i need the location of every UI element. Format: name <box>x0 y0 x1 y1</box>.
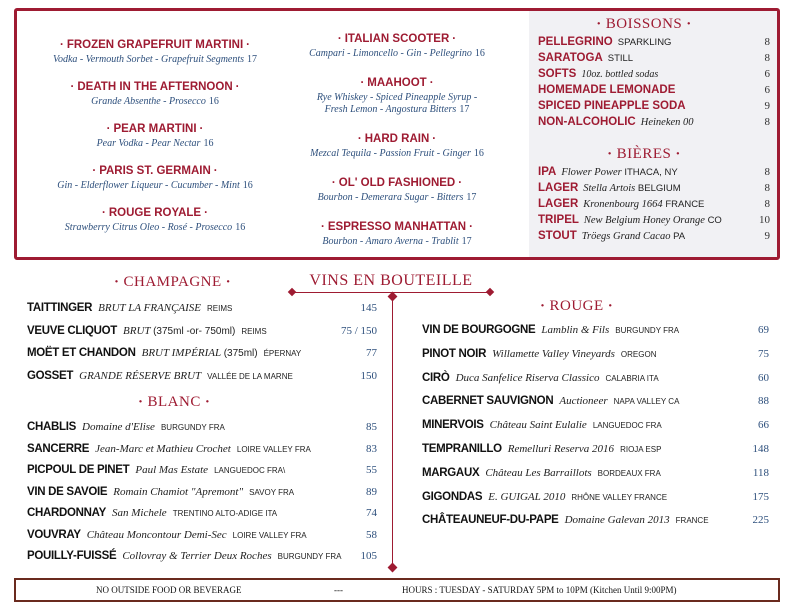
wine-desc: Paul Mas Estate <box>135 464 209 476</box>
cocktail-price: 17 <box>466 192 477 203</box>
wine-desc: BRUT IMPÉRIAL (375ml) <box>141 347 258 359</box>
wine-name: TAITTINGER <box>27 302 93 314</box>
footer-bar <box>14 578 780 602</box>
wine-region: REIMS <box>241 326 267 336</box>
cocktail-name: · FROZEN GRAPEFRUIT MARTINI · <box>47 39 263 51</box>
cocktail-name: · ESPRESSO MANHATTAN · <box>287 221 507 233</box>
wine-price: 105 <box>360 550 377 562</box>
cocktail-ingredients: Rye Whiskey - Spiced Pineapple Syrup - <box>316 92 478 103</box>
wine-price: 77 <box>366 347 377 359</box>
column-divider <box>392 296 393 568</box>
drink-price: 8 <box>764 36 770 48</box>
wine-name: VIN DE BOURGOGNE <box>422 324 536 336</box>
cocktail-name: · DEATH IN THE AFTERNOON · <box>47 81 263 93</box>
cocktail-item <box>287 221 507 265</box>
wine-region: VALLÉE DE LA MARNE <box>207 371 293 381</box>
beer-origin: CO <box>707 215 722 226</box>
wine-desc: Willamette Valley Vineyards <box>492 347 615 360</box>
wine-row <box>27 302 377 325</box>
drink-name: HOMEMADE LEMONADE <box>538 84 676 96</box>
beer-name: Flower Power <box>561 167 622 178</box>
wine-price: 74 <box>366 507 377 519</box>
beer-row <box>538 166 770 182</box>
vins-heading: VINS EN BOUTEILLE <box>309 272 473 289</box>
drink-desc: SPARKLING <box>617 37 672 48</box>
wine-region: BURGUNDY FRA <box>277 552 342 561</box>
wine-desc: BRUT LA FRANÇAISE <box>98 302 202 314</box>
cocktail-item <box>47 81 263 123</box>
wine-row <box>422 491 769 515</box>
cocktail-ingredients: Grande Absenthe - Prosecco 16 <box>91 96 219 107</box>
cocktail-column-2 <box>287 33 507 265</box>
wine-region: NAPA VALLEY CA <box>613 397 680 407</box>
wine-row <box>422 348 769 372</box>
cocktail-name: · OL' OLD FASHIONED · <box>287 177 507 189</box>
wine-desc: Romain Chamiot "Apremont" <box>113 485 244 498</box>
beer-style: LAGER <box>538 182 579 194</box>
cocktail-item <box>287 77 507 133</box>
cocktail-name: · PARIS ST. GERMAIN · <box>47 165 263 177</box>
cocktail-name: · HARD RAIN · <box>287 133 507 145</box>
wine-desc: Château Saint Eulalie <box>489 419 587 432</box>
boissons-heading: · BOISSONS · <box>518 16 770 33</box>
drink-name: SARATOGA <box>538 52 603 64</box>
bieres-heading: · BIÈRES · <box>518 146 770 163</box>
drink-row <box>538 36 770 52</box>
wine-price: 83 <box>366 442 377 455</box>
cocktail-price: 17 <box>247 54 258 65</box>
cocktail-name: · MAAHOOT · <box>287 77 507 89</box>
wine-name: CHÂTEAUNEUF-DU-PAPE <box>422 514 559 527</box>
beer-price: 9 <box>764 230 770 242</box>
wine-name: PICPOUL DE PINET <box>27 464 130 476</box>
cocktail-price: 16 <box>203 138 214 149</box>
cocktail-price: 16 <box>473 148 484 159</box>
cocktail-name: · ITALIAN SCOOTER · <box>287 33 507 45</box>
wine-row <box>27 443 377 465</box>
beer-price: 10 <box>759 214 770 226</box>
drink-name: SPICED PINEAPPLE SODA <box>538 100 686 112</box>
beer-price: 8 <box>764 166 770 178</box>
cocktail-column-1 <box>47 39 263 249</box>
wine-region: BURGUNDY FRA <box>615 326 680 335</box>
wine-price: 150 <box>360 369 377 382</box>
drink-row <box>538 68 770 84</box>
wine-price: 75 / 150 <box>340 324 377 337</box>
drink-row <box>538 100 770 116</box>
wine-row <box>422 514 769 538</box>
wine-name: CABERNET SAUVIGNON <box>422 395 554 408</box>
wine-price: 85 <box>366 421 377 433</box>
drink-name: SOFTS <box>538 68 577 80</box>
wine-region: TRENTINO ALTO-ADIGE ITA <box>172 509 278 518</box>
cocktail-ingredients: Pear Vodka - Pear Nectar 16 <box>96 138 214 149</box>
drink-price: 8 <box>764 52 770 64</box>
beer-style: LAGER <box>538 198 579 210</box>
wine-price: 118 <box>752 466 769 479</box>
cocktail-item <box>47 165 263 207</box>
cocktail-ingredients: Vodka - Vermouth Sorbet - Grapefruit Segments 17 <box>52 54 258 65</box>
wine-name: CHARDONNAY <box>27 507 106 519</box>
wine-desc: Lamblin & Fils <box>541 324 610 336</box>
wine-row <box>27 464 377 486</box>
wine-region: CALABRIA ITA <box>605 373 659 383</box>
beer-row <box>538 182 770 198</box>
wine-row <box>27 370 377 393</box>
cocktail-ingredients: Bourbon - Amaro Averna - Trablit 17 <box>322 236 472 247</box>
wine-name: MARGAUX <box>422 466 480 479</box>
drink-row <box>538 116 770 132</box>
wine-region: LOIRE VALLEY FRA <box>236 444 311 454</box>
drink-desc: 10oz. bottled sodas <box>581 69 659 80</box>
beer-origin: ITHACA, NY <box>624 167 678 178</box>
drink-desc: STILL <box>607 53 634 64</box>
cocktail-ingredients: Bourbon - Demerara Sugar - Bitters 17 <box>317 192 477 203</box>
wine-price: 88 <box>758 395 769 408</box>
beer-origin: FRANCE <box>665 199 705 210</box>
wine-region: LANGUEDOC FRA <box>592 421 662 431</box>
beer-origin: BELGIUM <box>637 183 681 194</box>
cocktail-ingredients-line2: Fresh Lemon - Angostura Bitters 17 <box>324 104 470 115</box>
drink-row <box>538 84 770 100</box>
wine-region: RIOJA ESP <box>620 444 662 454</box>
wine-desc: Auctioneer <box>559 395 608 408</box>
wine-row <box>422 372 769 396</box>
wine-row <box>27 486 377 508</box>
wine-price: 69 <box>758 324 769 336</box>
wine-row <box>27 325 377 348</box>
blanc-list <box>27 421 377 572</box>
cocktail-price: 16 <box>208 96 219 107</box>
beer-name: New Belgium Honey Orange <box>583 215 705 226</box>
wine-price: 175 <box>752 490 769 503</box>
beer-style: STOUT <box>538 230 577 242</box>
wine-desc: Remelluri Reserva 2016 <box>507 442 615 455</box>
wine-name: CIRÒ <box>422 371 450 384</box>
beer-name: Kronenbourg 1664 <box>583 199 663 210</box>
cocktail-item <box>287 133 507 177</box>
cocktail-price: 17 <box>461 236 472 247</box>
wine-region: OREGON <box>620 349 657 359</box>
beer-style: IPA <box>538 166 557 178</box>
wine-name: CHABLIS <box>27 421 77 433</box>
footer-separator: --- <box>334 585 343 595</box>
beer-price: 8 <box>764 198 770 210</box>
bieres-section <box>538 146 770 246</box>
wine-row <box>422 467 769 491</box>
cocktail-item <box>47 39 263 81</box>
wine-name: MOËT ET CHANDON <box>27 347 136 359</box>
beer-name: Tröegs Grand Cacao <box>581 231 671 242</box>
champagne-list <box>27 302 377 392</box>
cocktail-ingredients: Gin - Elderflower Liqueur - Cucumber - Mint 16 <box>57 180 253 191</box>
wine-price: 60 <box>758 371 769 384</box>
cocktail-item <box>287 33 507 77</box>
champagne-heading: · CHAMPAGNE · <box>110 274 235 291</box>
wine-desc: Domaine Galevan 2013 <box>564 514 670 527</box>
wine-region: LANGUEDOC FRA\ <box>214 466 286 475</box>
wine-price: 145 <box>360 302 377 314</box>
drink-name: PELLEGRINO <box>538 36 613 48</box>
beer-row <box>538 230 770 246</box>
wine-region: FRANCE <box>675 516 709 526</box>
wine-desc: Domaine d'Elise <box>82 421 155 433</box>
wine-name: PINOT NOIR <box>422 347 487 360</box>
cocktail-item <box>47 207 263 249</box>
drink-price: 8 <box>764 116 770 128</box>
wine-name: TEMPRANILLO <box>422 442 502 455</box>
cocktail-item <box>287 177 507 221</box>
drink-price: 6 <box>764 68 770 80</box>
cocktail-price: 16 <box>474 48 485 59</box>
wine-region: BORDEAUX FRA <box>597 468 661 478</box>
drink-price: 6 <box>764 84 770 96</box>
wine-desc: Château Les Barraillots <box>485 466 592 479</box>
wine-desc: San Michele <box>112 507 167 519</box>
wine-name: POUILLY-FUISSÉ <box>27 550 117 562</box>
blanc-heading: · BLANC · <box>134 394 214 411</box>
cocktail-price: 16 <box>235 222 246 233</box>
drink-price: 9 <box>764 100 770 112</box>
wine-row <box>422 395 769 419</box>
wine-name: VIN DE SAVOIE <box>27 485 108 498</box>
rouge-heading: · ROUGE · <box>536 298 617 315</box>
cocktail-name: · PEAR MARTINI · <box>47 123 263 135</box>
wine-row <box>422 419 769 443</box>
wine-name: GIGONDAS <box>422 490 483 503</box>
drink-row <box>538 52 770 68</box>
wine-region: SAVOY FRA <box>249 487 295 497</box>
beer-style: TRIPEL <box>538 214 579 226</box>
wine-desc: Collovray & Terrier Deux Roches <box>122 550 272 562</box>
footer-notice: NO OUTSIDE FOOD OR BEVERAGE <box>96 585 242 595</box>
wine-row <box>27 507 377 529</box>
rouge-list <box>422 324 769 538</box>
wine-price: 66 <box>758 419 769 432</box>
wine-desc: GRANDE RÉSERVE BRUT <box>79 369 202 382</box>
beer-name: Stella Artois <box>583 183 636 194</box>
wine-desc: Jean-Marc et Mathieu Crochet <box>95 442 231 455</box>
wine-name: MINERVOIS <box>422 419 484 432</box>
wine-price: 89 <box>366 485 377 498</box>
beer-price: 8 <box>764 182 770 194</box>
wine-region: LOIRE VALLEY FRA <box>232 530 307 540</box>
drink-desc: Heineken 00 <box>640 117 694 128</box>
cocktail-ingredients: Campari - Limoncello - Gin - Pellegrino 16 <box>309 48 485 59</box>
wine-price: 225 <box>752 514 769 527</box>
wine-row <box>27 529 377 551</box>
footer-hours: HOURS : TUESDAY - SATURDAY 5PM to 10PM (Kitchen Until 9:00PM) <box>402 585 677 595</box>
cocktail-name: · ROUGE ROYALE · <box>47 207 263 219</box>
wine-row <box>27 550 377 572</box>
cocktail-ingredients: Strawberry Citrus Oleo - Rosé - Prosecco 16 <box>64 222 246 233</box>
cocktail-item <box>47 123 263 165</box>
wine-desc: E. GUIGAL 2010 <box>488 490 566 503</box>
wine-name: VOUVRAY <box>27 528 81 541</box>
cocktail-price: 17 <box>459 104 470 115</box>
wine-region: REIMS <box>207 304 233 313</box>
beer-origin: PA <box>673 231 686 242</box>
wine-desc: Duca Sanfelice Riserva Classico <box>455 371 600 384</box>
wine-price: 55 <box>366 464 377 476</box>
beer-row <box>538 214 770 230</box>
wine-row <box>422 324 769 348</box>
cocktail-ingredients: Mezcal Tequila - Passion Fruit - Ginger 16 <box>310 148 484 159</box>
wine-region: RHÔNE VALLEY FRANCE <box>571 492 668 502</box>
wine-region: BURGUNDY FRA <box>160 423 225 432</box>
drink-name: NON-ALCOHOLIC <box>538 116 636 128</box>
wine-name: SANCERRE <box>27 442 90 455</box>
wine-price: 148 <box>752 442 769 455</box>
wine-name: VEUVE CLIQUOT <box>27 324 118 337</box>
wine-region: ÉPERNAY <box>263 349 302 358</box>
wine-row <box>27 347 377 370</box>
wine-name: GOSSET <box>27 369 74 382</box>
wine-desc: Château Moncontour Demi-Sec <box>86 528 227 541</box>
wine-price: 75 <box>758 347 769 360</box>
cocktail-price: 16 <box>242 180 253 191</box>
wine-row <box>422 443 769 467</box>
beer-row <box>538 198 770 214</box>
boissons-section <box>538 16 770 132</box>
wine-row <box>27 421 377 443</box>
wine-price: 58 <box>366 528 377 541</box>
wine-desc: BRUT (375ml -or- 750ml) <box>123 324 236 337</box>
